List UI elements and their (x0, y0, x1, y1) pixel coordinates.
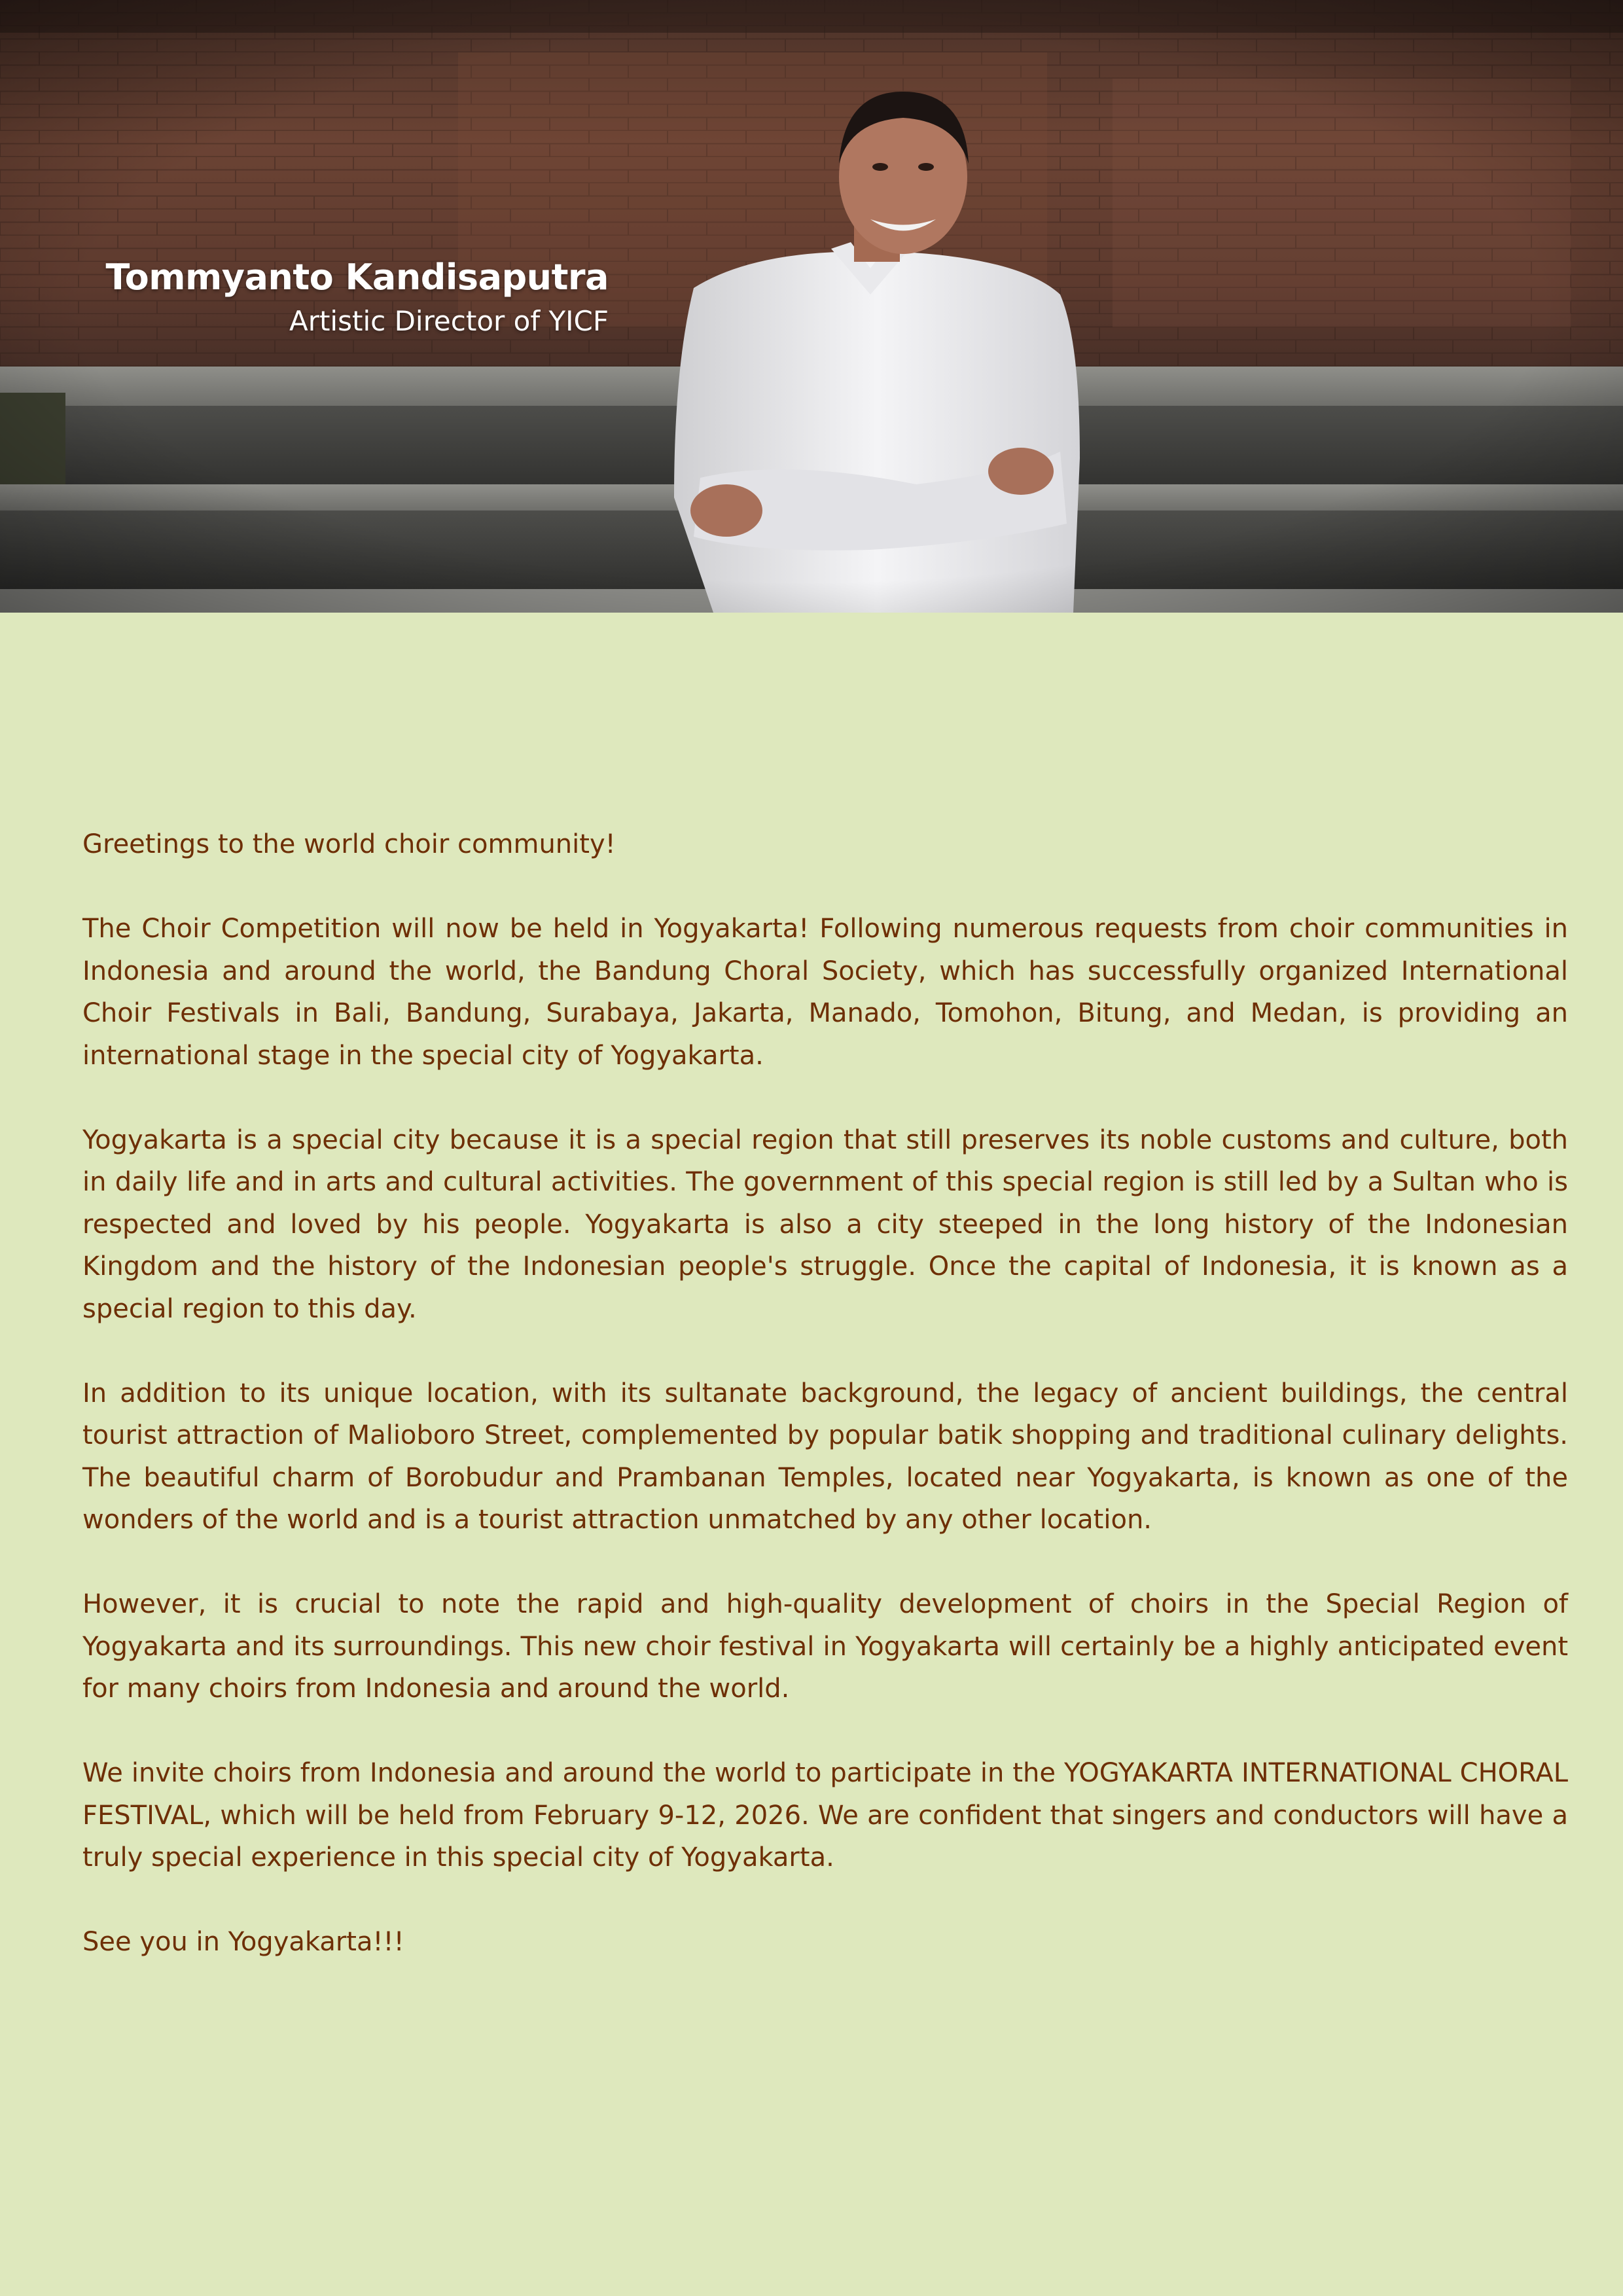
director-role: Artistic Director of YICF (289, 305, 609, 337)
paragraph: In addition to its unique location, with its sultanate background, the legacy of ancient buildings, the central tourist attraction of Malioboro Street, complemented by popular batik shopping and traditional culinary delights. The beautiful charm of Borobudur and Prambanan Temples, located near Yogyakarta, is known as one of the wonders of the world and is a tourist attraction unmatched by any other location. (82, 1378, 1568, 1535)
director-name: Tommyanto Kandisaputra (105, 257, 609, 298)
letter-body (82, 823, 1568, 2005)
paragraph: However, it is crucial to note the rapid and high-quality development of choirs in the Special Region of Yogyakarta and its surroundings. This new choir festival in Yogyakarta will certainly be a highly anticipated event for many choirs from Indonesia and around the world. (82, 1589, 1568, 1704)
closing: See you in Yogyakarta!!! (82, 1927, 404, 1957)
paragraph: The Choir Competition will now be held in Yogyakarta! Following numerous requests from choir communities in Indonesia and around the world, the Bandung Choral Society, which has successfully organized International Choir Festivals in Bali, Bandung, Surabaya, Jakarta, Manado, Tomohon, Bitung, and Medan, is providing an international stage in the special city of Yogyakarta. (82, 914, 1568, 1071)
header-banner (0, 0, 1623, 613)
paragraph: We invite choirs from Indonesia and around the world to participate in the YOGYAKARTA INTERNATIONAL CHORAL FESTIVAL, which will be held from February 9-12, 2026. We are confident that singers and conductors will have a truly special experience in this special city of Yogyakarta. (82, 1758, 1568, 1873)
greeting: Greetings to the world choir community! (82, 829, 616, 859)
paragraph: Yogyakarta is a special city because it is a special region that still preserves its noble customs and culture, both in daily life and in arts and cultural activities. The government of this special region is still led by a Sultan who is respected and loved by his people. Yogyakarta is also a city steeped in the long history of the Indonesian Kingdom and the history of the Indonesian people's struggle. Once the capital of Indonesia, it is known as a special region to this day. (82, 1124, 1568, 1324)
portrait-photo (0, 0, 1623, 613)
